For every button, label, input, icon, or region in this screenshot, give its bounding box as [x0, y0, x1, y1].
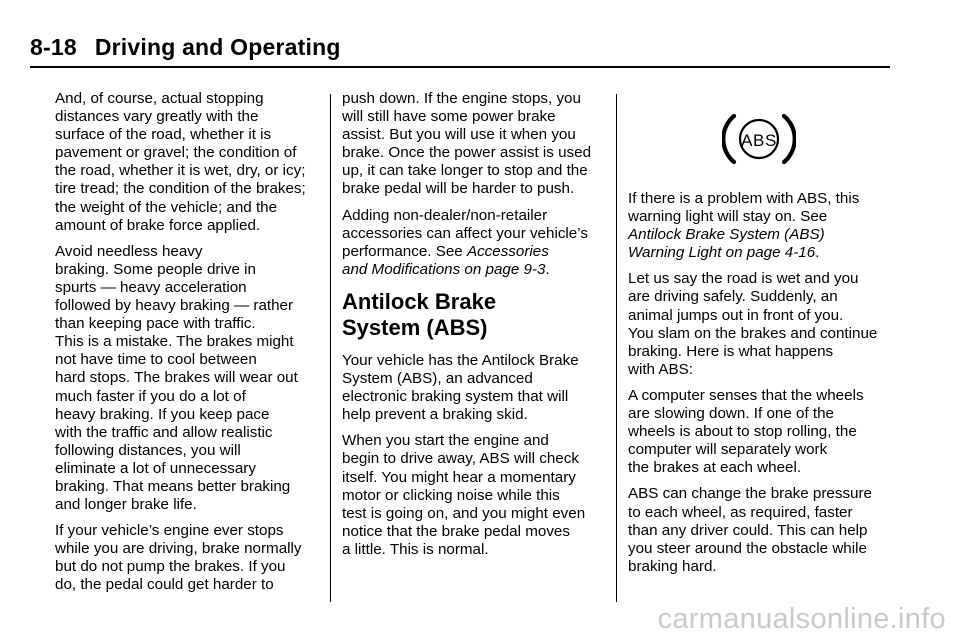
cross-reference-link[interactable]: and Modifications on page 9-3 [342, 260, 546, 278]
paragraph [55, 90, 327, 235]
section-heading-abs [342, 289, 610, 341]
text-line: surface of the road, whether it is [55, 126, 272, 144]
text-line: Let us say the road is wet and you [628, 270, 859, 288]
cross-reference-link[interactable]: Antilock Brake System (ABS) [628, 226, 825, 244]
text-line: spurts — heavy acceleration [55, 278, 247, 296]
left-column [55, 90, 327, 603]
watermark: carmanualsonline.info [657, 603, 946, 635]
text-line: distances vary greatly with the [55, 108, 259, 126]
paragraph [628, 387, 893, 477]
text-line: much faster if you do a lot of [55, 387, 246, 405]
text-line: push down. If the engine stops, you [342, 90, 581, 107]
text-line: with ABS: [628, 360, 693, 378]
text-line: accessories can affect your vehicle’s [342, 224, 588, 242]
text-line: the brakes at each wheel. [628, 459, 802, 477]
paragraph-lines [342, 207, 610, 243]
page-header [30, 34, 341, 61]
text-line: assist. But you will use it when you [342, 126, 576, 144]
paragraph [55, 243, 327, 514]
section-title: Driving and Operating [94, 34, 341, 60]
text-line [628, 244, 893, 262]
text-line: System (ABS) [342, 314, 488, 340]
text-line: Adding non-dealer/non-retailer [342, 206, 548, 224]
middle-column [342, 90, 610, 567]
text-line [342, 243, 610, 261]
paragraph [628, 485, 893, 575]
abs-warning-light-icon [722, 112, 796, 166]
text-line: heavy braking. If you keep pace [55, 405, 270, 423]
header-rule [30, 66, 890, 68]
text-line: This is a mistake. The brakes might [55, 333, 294, 351]
text-line: but do not pump the brakes. If you [55, 558, 286, 576]
text-line: help prevent a braking skid. [342, 406, 528, 424]
text-line: If your vehicle’s engine ever stops [55, 522, 284, 540]
paragraph [342, 432, 610, 559]
text-line: to each wheel, as required, faster [628, 503, 853, 521]
text-line: If there is a problem with ABS, this [628, 190, 860, 207]
text-line: up, it can take longer to stop and the [342, 162, 588, 180]
text-line: and longer brake life. [55, 496, 197, 514]
text-line: And, of course, actual stopping [55, 90, 264, 107]
text-line: while you are driving, brake normally [55, 540, 302, 558]
paragraph [342, 90, 610, 199]
text-line: than keeping pace with traffic. [55, 315, 256, 333]
text-line: with the traffic and allow realistic [55, 423, 273, 441]
see-prefix: performance. See [342, 242, 467, 260]
text-line: Antilock Brake [342, 288, 497, 314]
punctuation: . [545, 260, 550, 278]
text-line: When you start the engine and [342, 432, 549, 450]
text-line: amount of brake force applied. [55, 216, 261, 234]
text-line [342, 261, 610, 279]
text-line: Avoid needless heavy [55, 242, 203, 260]
text-line: following distances, you will [55, 441, 241, 459]
text-line: Your vehicle has the Antilock Brake [342, 351, 579, 369]
text-line: wheels is about to stop rolling, the [628, 423, 857, 441]
text-line: brake pedal will be harder to push. [342, 180, 575, 198]
cross-reference-link[interactable]: Accessories [466, 242, 549, 260]
text-line: computer will separately work [628, 441, 828, 459]
text-line: braking. That means better braking [55, 477, 291, 495]
text-line: not have time to cool between [55, 351, 257, 369]
text-line: braking. Some people drive in [55, 260, 256, 278]
paragraph-abs-warning [628, 190, 893, 262]
text-line: notice that the brake pedal moves [342, 522, 570, 540]
text-line: System (ABS), an advanced [342, 370, 533, 388]
text-line [628, 226, 893, 244]
text-line: braking. Here is what happens [628, 342, 834, 360]
text-line: hard stops. The brakes will wear out [55, 369, 298, 387]
abs-icon-label: ABS [741, 131, 777, 150]
column-divider-left [330, 94, 331, 602]
text-line: eliminate a lot of unnecessary [55, 459, 256, 477]
right-column [628, 190, 893, 584]
text-line: motor or clicking noise while this [342, 486, 560, 504]
text-line: a little. This is normal. [342, 540, 489, 558]
text-line: the weight of the vehicle; and the [55, 198, 278, 216]
text-line: braking hard. [628, 557, 717, 575]
text-line: are driving safely. Suddenly, an [628, 288, 838, 306]
text-line: warning light will stay on. See [628, 208, 828, 226]
text-line: do, the pedal could get harder to [55, 576, 274, 594]
text-line: tire tread; the condition of the brakes; [55, 180, 306, 198]
text-line: ABS can change the brake pressure [628, 485, 872, 503]
paragraph [55, 522, 327, 594]
column-divider-right [616, 94, 617, 602]
text-line: you steer around the obstacle while [628, 539, 867, 557]
text-line: A computer senses that the wheels [628, 386, 864, 404]
text-line: begin to drive away, ABS will check [342, 450, 579, 468]
text-line: are slowing down. If one of the [628, 405, 835, 423]
text-line: animal jumps out in front of you. [628, 306, 844, 324]
punctuation: . [815, 244, 820, 262]
paragraph-accessories [342, 207, 610, 279]
text-line: itself. You might hear a momentary [342, 468, 576, 486]
paragraph [342, 352, 610, 424]
text-line: the road, whether it is wet, dry, or icy; [55, 162, 306, 180]
text-line: electronic braking system that will [342, 388, 569, 406]
page-number: 8-18 [30, 34, 77, 60]
text-line: brake. Once the power assist is used [342, 144, 592, 162]
paragraph [628, 270, 893, 379]
paragraph-lines [628, 190, 893, 226]
cross-reference-link[interactable]: Warning Light on page 4-16 [628, 244, 816, 262]
text-line: pavement or gravel; the condition of [55, 144, 297, 162]
text-line: will still have some power brake [342, 108, 556, 126]
text-line: followed by heavy braking — rather [55, 297, 294, 315]
text-line: test is going on, and you might even [342, 504, 586, 522]
text-line: You slam on the brakes and continue [628, 324, 878, 342]
text-line: than any driver could. This can help [628, 521, 868, 539]
